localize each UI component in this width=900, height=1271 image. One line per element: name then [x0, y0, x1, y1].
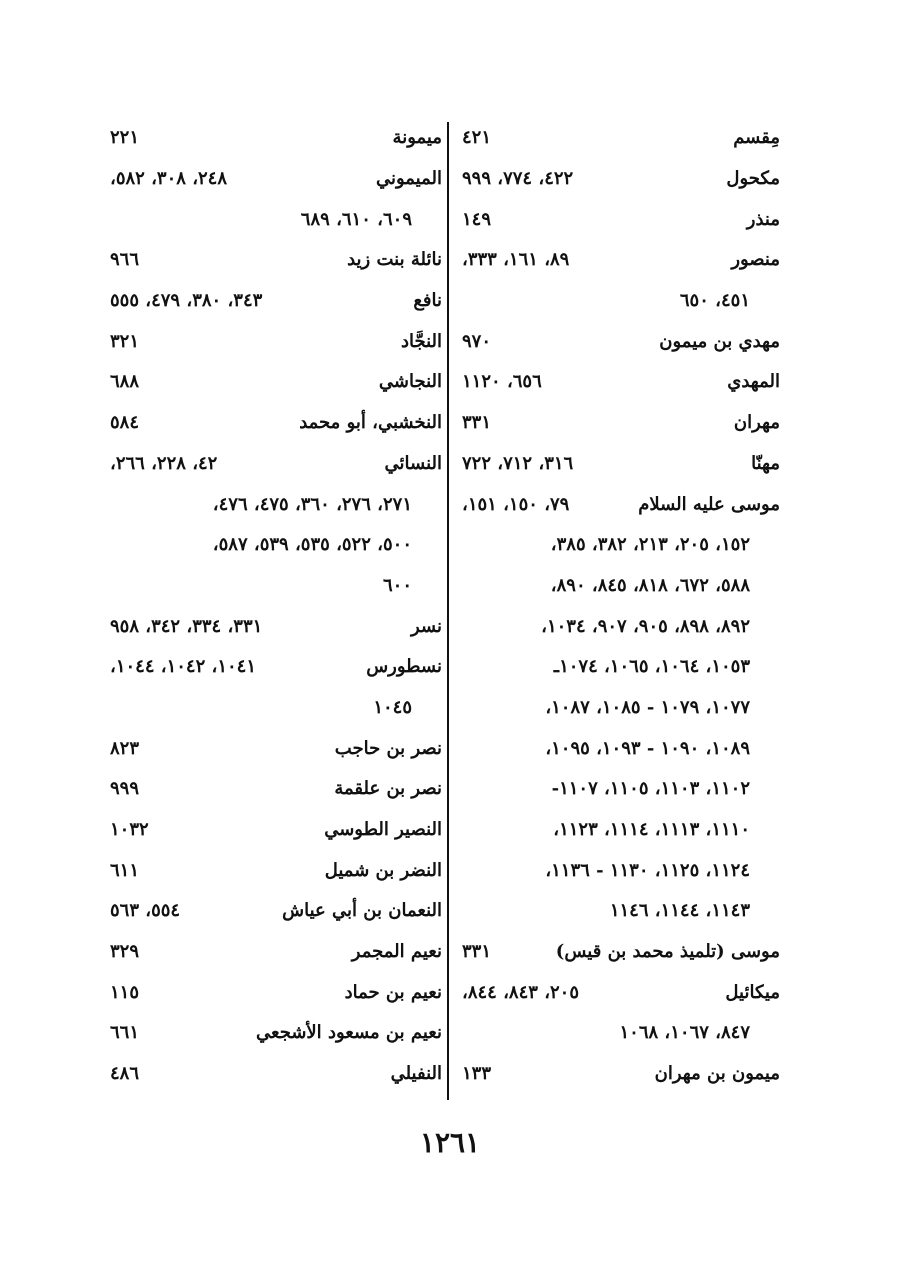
entry-page-refs: ٩٦٦	[110, 249, 140, 271]
entry-name: نسر	[411, 615, 442, 637]
entry-page-refs: ١٠٥٣، ١٠٦٤، ١٠٦٥، ١٠٧٤ـ	[553, 656, 750, 678]
index-entry	[462, 688, 780, 729]
entry-name: نعيم بن حماد	[344, 981, 442, 1003]
index-entry	[110, 525, 442, 566]
index-entry	[462, 850, 780, 891]
index-entry	[462, 769, 780, 810]
entry-page-refs: ٦٠٩، ٦١٠، ٦٨٩	[300, 208, 412, 230]
entry-name: النخشبي، أبو محمد	[299, 412, 442, 434]
index-entry	[110, 810, 442, 851]
index-entry	[110, 728, 442, 769]
entry-page-refs: ٤٢١	[462, 127, 492, 149]
entry-name: نافع	[413, 290, 442, 312]
index-entry	[462, 199, 780, 240]
entry-name: نعيم بن مسعود الأشجعي	[256, 1022, 442, 1044]
index-entry	[462, 159, 780, 200]
entry-page-refs: ٥٠٠، ٥٢٢، ٥٣٥، ٥٣٩، ٥٨٧،	[212, 534, 412, 556]
entry-page-refs: ٨٢٣	[110, 737, 140, 759]
entry-page-refs: ٨٩، ١٦١، ٣٣٣،	[462, 249, 570, 271]
column-divider	[447, 122, 449, 1100]
entry-page-refs: ٣٢٩	[110, 941, 140, 963]
index-entry	[110, 1054, 442, 1095]
index-entry	[110, 972, 442, 1013]
entry-name: المهدي	[727, 371, 780, 393]
index-entry	[462, 484, 780, 525]
entry-name: نسطورس	[366, 656, 442, 678]
index-entry	[462, 321, 780, 362]
index-entry	[462, 891, 780, 932]
index-entry	[462, 810, 780, 851]
index-entry	[462, 240, 780, 281]
entry-page-refs: ٨٩٢، ٨٩٨، ٩٠٥، ٩٠٧، ١٠٣٤،	[541, 615, 750, 637]
entry-page-refs: ٣٣١	[462, 412, 492, 434]
entry-page-refs: ١٤٩	[462, 208, 492, 230]
index-entry	[110, 199, 442, 240]
entry-page-refs: ٦٥٦، ١١٢٠	[462, 371, 542, 393]
entry-name: منصور	[731, 249, 780, 271]
entry-name: موسى (تلميذ محمد بن قيس)	[555, 941, 780, 963]
entry-page-refs: ١٠٣٢	[110, 819, 149, 841]
index-entry	[110, 647, 442, 688]
index-entry	[462, 647, 780, 688]
index-entry	[462, 1054, 780, 1095]
entry-name: ميمون بن مهران	[654, 1063, 780, 1085]
entry-page-refs: ٦٨٨	[110, 371, 140, 393]
index-entry	[110, 1013, 442, 1054]
index-entry	[110, 159, 442, 200]
entry-page-refs: ٥٥٤، ٥٦٣	[110, 900, 181, 922]
left-index-column	[110, 118, 442, 1095]
index-entry	[462, 362, 780, 403]
entry-page-refs: ٤٢٢، ٧٧٤، ٩٩٩	[462, 168, 574, 190]
index-entry	[110, 240, 442, 281]
entry-page-refs: ٨٤٧، ١٠٦٧، ١٠٦٨	[619, 1022, 750, 1044]
index-entry	[110, 321, 442, 362]
entry-name: النصير الطوسي	[324, 819, 442, 841]
entry-page-refs: ٣١٦، ٧١٢، ٧٢٢	[462, 452, 574, 474]
index-entry	[462, 444, 780, 485]
index-entry	[462, 932, 780, 973]
entry-page-refs: ٤٨٦	[110, 1063, 140, 1085]
index-entry	[110, 891, 442, 932]
entry-name: موسى عليه السلام	[638, 493, 780, 515]
entry-page-refs: ٤٢، ٢٢٨، ٢٦٦،	[110, 452, 218, 474]
entry-page-refs: ٢٤٨، ٣٠٨، ٥٨٢،	[110, 168, 228, 190]
index-entry	[462, 728, 780, 769]
entry-name: الميموني	[375, 168, 442, 190]
index-entry	[462, 525, 780, 566]
index-entry	[462, 403, 780, 444]
entry-page-refs: ١٣٣	[462, 1063, 492, 1085]
index-entry	[462, 606, 780, 647]
index-entry	[110, 281, 442, 322]
entry-page-refs: ٩٧٠	[462, 330, 492, 352]
entry-page-refs: ١٥٢، ٢٠٥، ٢١٣، ٣٨٢، ٣٨٥،	[550, 534, 750, 556]
entry-page-refs: ١١٤٣، ١١٤٤، ١١٤٦	[609, 900, 750, 922]
entry-page-refs: ١٠٨٩، ١٠٩٠ - ١٠٩٣، ١٠٩٥،	[545, 737, 750, 759]
entry-page-refs: ٦٠٠	[382, 574, 412, 596]
entry-name: النجَّاد	[400, 330, 442, 352]
right-index-column	[462, 118, 780, 1095]
entry-name: ميمونة	[392, 127, 442, 149]
entry-page-refs: ٣٣١، ٣٣٤، ٣٤٢، ٩٥٨	[110, 615, 263, 637]
entry-page-refs: ٢٢١	[110, 127, 140, 149]
index-entry	[110, 932, 442, 973]
entry-name: نعيم المجمر	[351, 941, 442, 963]
entry-name: ميكائيل	[725, 981, 780, 1003]
entry-name: مهنّا	[751, 452, 780, 474]
index-entry	[110, 484, 442, 525]
index-entry	[110, 606, 442, 647]
index-entry	[110, 403, 442, 444]
index-entry	[110, 566, 442, 607]
entry-name: النضر بن شميل	[324, 859, 442, 881]
entry-name: نصر بن علقمة	[334, 778, 442, 800]
entry-page-refs: ١١٥	[110, 981, 140, 1003]
entry-page-refs: ٢٠٥، ٨٤٣، ٨٤٤،	[462, 981, 580, 1003]
entry-page-refs: ١٠٧٧، ١٠٧٩ - ١٠٨٥، ١٠٨٧،	[545, 696, 750, 718]
entry-page-refs: ٣٤٣، ٣٨٠، ٤٧٩، ٥٥٥	[110, 290, 263, 312]
entry-name: منذر	[746, 208, 780, 230]
entry-page-refs: ٩٩٩	[110, 778, 140, 800]
entry-page-refs: ٣٣١	[462, 941, 492, 963]
entry-name: مهدي بن ميمون	[659, 330, 780, 352]
entry-page-refs: ٣٢١	[110, 330, 140, 352]
index-entry	[110, 769, 442, 810]
entry-name: النفيلي	[390, 1063, 442, 1085]
entry-page-refs: ١١٠٢، ١١٠٣، ١١٠٥، ١١٠٧-	[551, 778, 750, 800]
entry-name: النعمان بن أبي عياش	[282, 900, 442, 922]
entry-page-refs: ١١١٠، ١١١٣، ١١١٤، ١١٢٣،	[553, 819, 750, 841]
entry-page-refs: ٦٦١	[110, 1022, 140, 1044]
entry-page-refs: ١٠٤٥	[373, 696, 412, 718]
index-entry	[462, 1013, 780, 1054]
index-entry	[110, 118, 442, 159]
index-entry	[462, 972, 780, 1013]
entry-page-refs: ١٠٤١، ١٠٤٢، ١٠٤٤،	[110, 656, 256, 678]
entry-name: مِقسم	[733, 127, 780, 149]
entry-name: نائلة بنت زيد	[347, 249, 442, 271]
entry-page-refs: ٥٨٤	[110, 412, 140, 434]
index-entry	[462, 281, 780, 322]
entry-page-refs: ٦١١	[110, 859, 140, 881]
entry-name: النسائي	[384, 452, 442, 474]
entry-name: نصر بن حاجب	[334, 737, 442, 759]
entry-page-refs: ٥٨٨، ٦٧٢، ٨١٨، ٨٤٥، ٨٩٠،	[550, 574, 750, 596]
entry-page-refs: ٢٧١، ٢٧٦، ٣٦٠، ٤٧٥، ٤٧٦،	[212, 493, 412, 515]
index-entry	[110, 688, 442, 729]
index-entry	[462, 118, 780, 159]
entry-page-refs: ٤٥١، ٦٥٠	[679, 290, 750, 312]
entry-name: النجاشي	[378, 371, 442, 393]
entry-page-refs: ٧٩، ١٥٠، ١٥١،	[462, 493, 570, 515]
index-entry	[110, 850, 442, 891]
entry-name: مهران	[733, 412, 780, 434]
index-entry	[110, 362, 442, 403]
index-entry	[462, 566, 780, 607]
entry-name: مكحول	[726, 168, 780, 190]
page-number: ١٢٦١	[419, 1126, 481, 1159]
index-entry	[110, 444, 442, 485]
entry-page-refs: ١١٢٤، ١١٢٥، ١١٣٠ - ١١٣٦،	[545, 859, 750, 881]
